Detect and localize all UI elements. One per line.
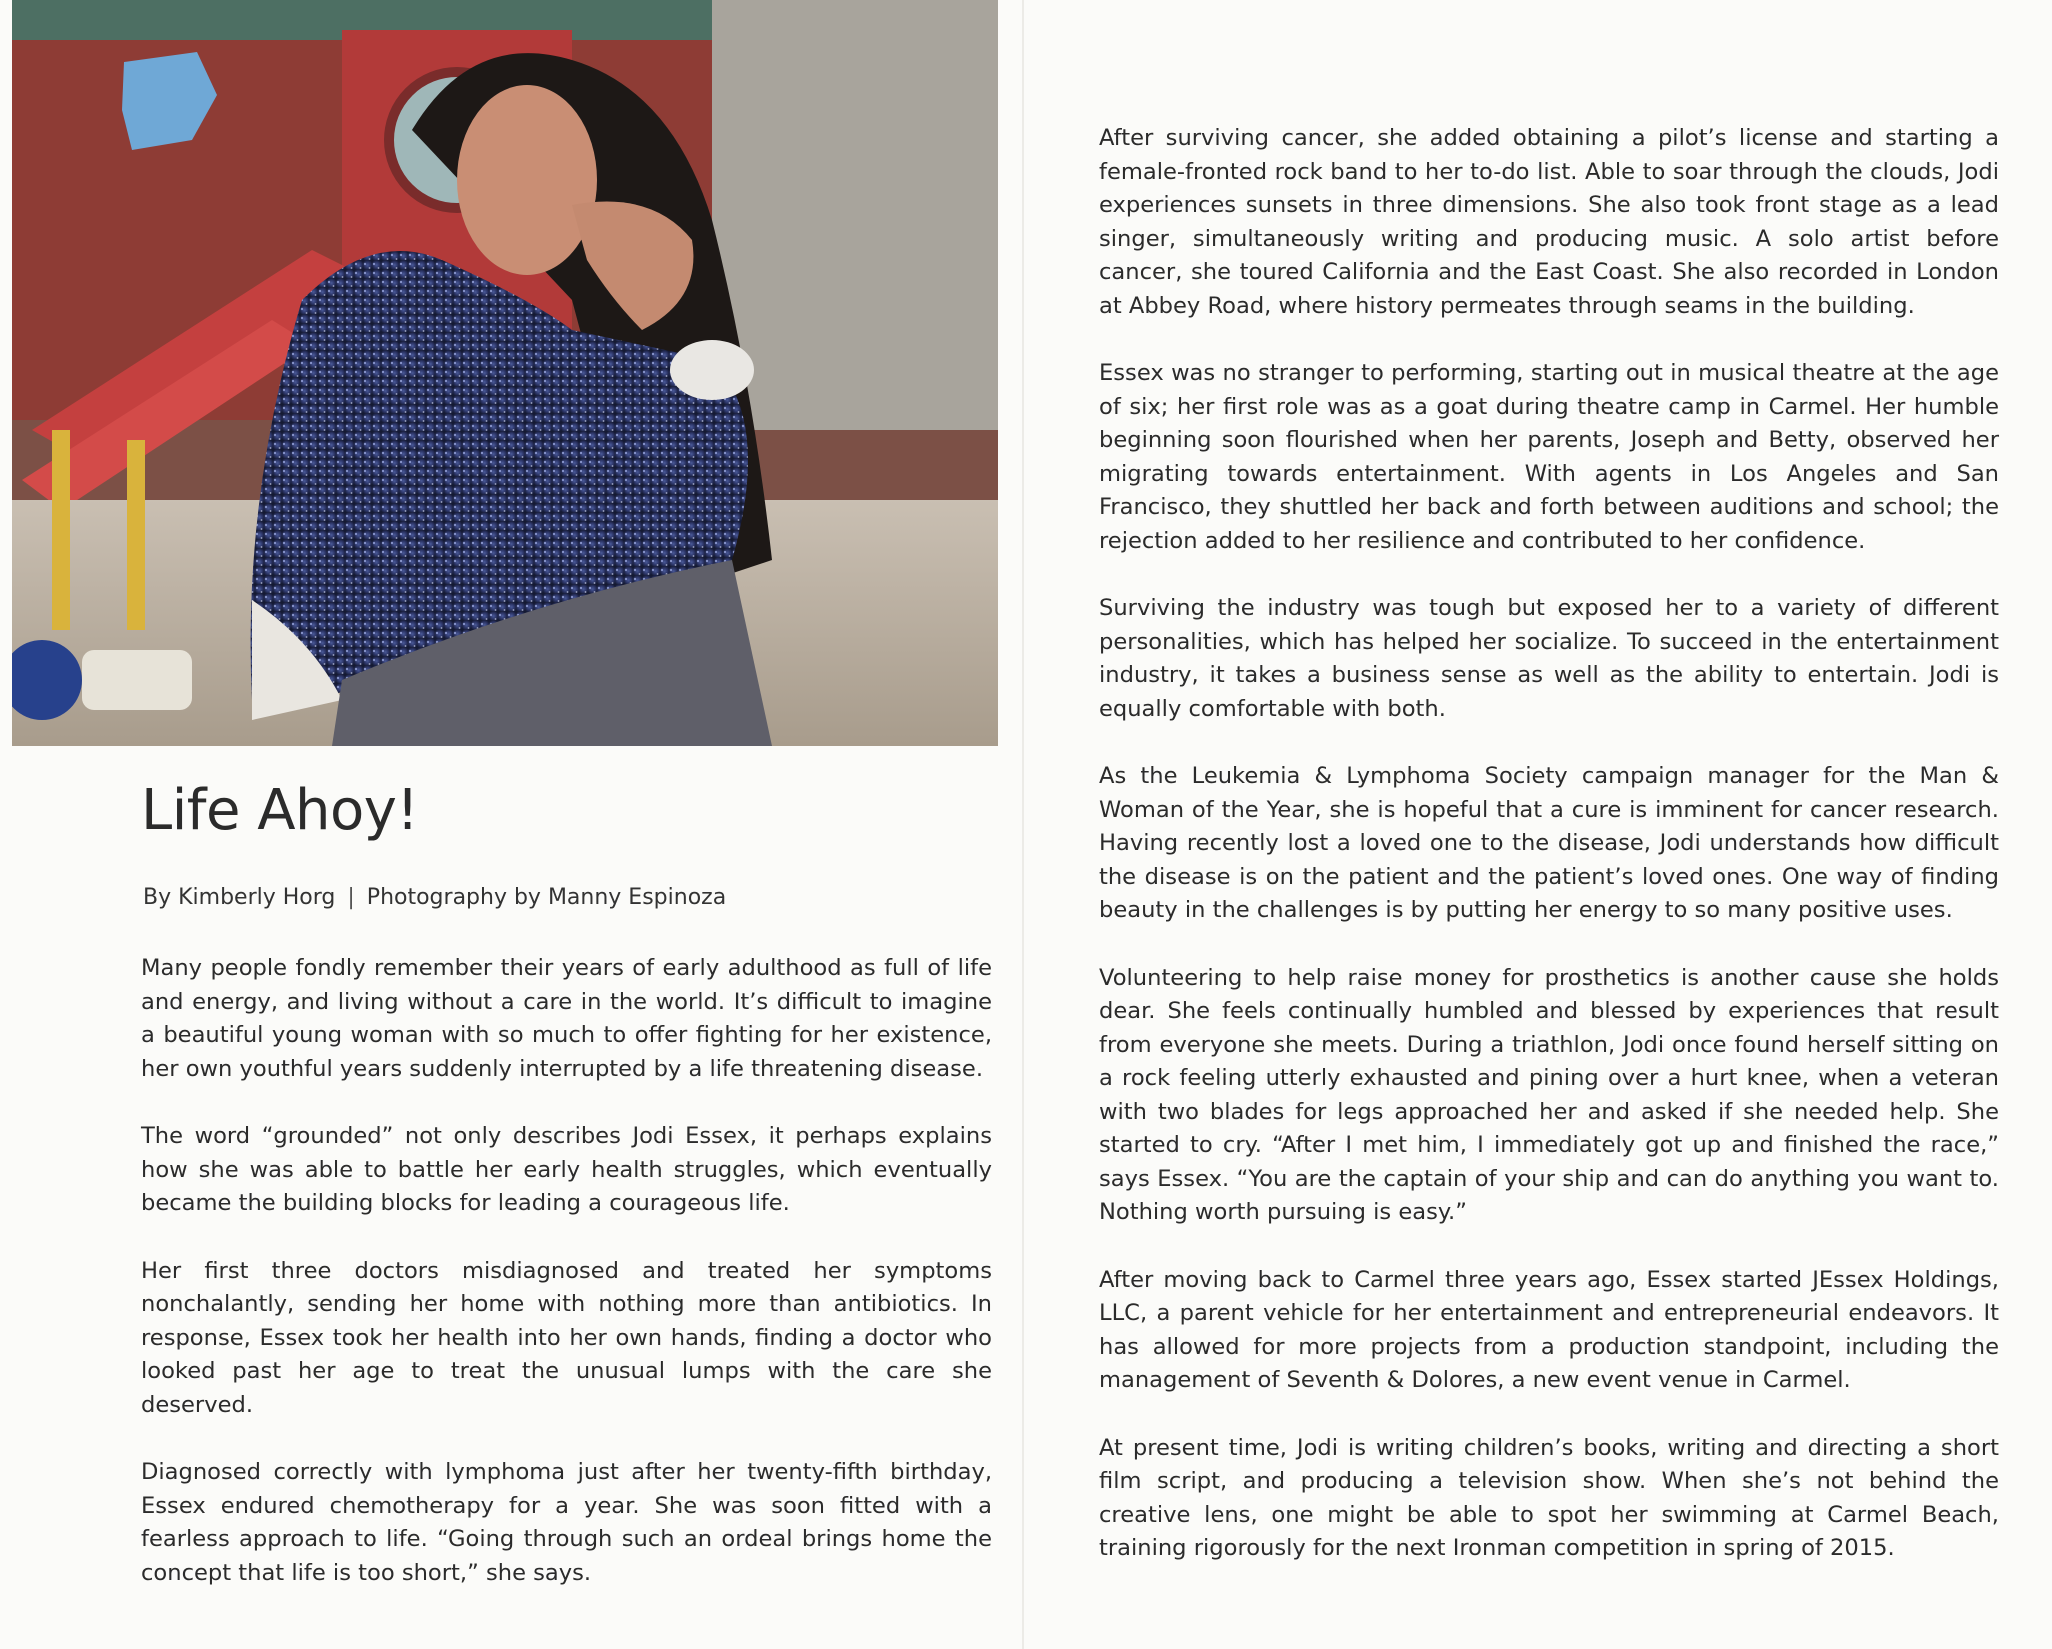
portrait-photo <box>12 0 998 746</box>
paragraph: After moving back to Carmel three years ago, Essex started JEssex Holdings, LLC, a parent vehicle for her entertainment and entrepreneurial endeavors. It has allowed for more projects from a production standpoint, including the management of Seventh & Dolores, a new event venue in Carmel. <box>1099 1266 1999 1393</box>
byline-separator: | <box>347 885 355 910</box>
paragraph: Essex was no stranger to performing, starting out in musical theatre at the age of six; her first role was as a goat during theatre camp in Carmel. Her humble beginning soon flourished when her parents, Joseph and Betty, observed her migrating towards entertainment. With agents in Los Angeles and San Francisco, they shuttled her back and forth between auditions and school; the rejection added to her resilience and contributed to her confidence. <box>1099 360 1999 554</box>
article-byline <box>143 885 726 910</box>
author-credit: By Kimberly Horg <box>143 885 336 910</box>
page-gutter <box>1022 0 1024 1649</box>
paragraph: Volunteering to help raise money for prosthetics is another cause she holds dear. She feels continually humbled and blessed by experiences that result from everyone she meets. During a triathlon, Jodi once found herself sitting on a rock feeling utterly exhausted and pining over a hurt knee, when a veteran with two blades for legs approached her and asked if she needed help. She started to cry. “After I met him, I immediately got up and finished the race,” says Essex. “You are the captain of your ship and can do anything you want to. Nothing worth pursuing is easy.” <box>1099 964 1999 1225</box>
paragraph: As the Leukemia & Lymphoma Society campaign manager for the Man & Woman of the Year, she is hopeful that a cure is imminent for cancer research. Having recently lost a loved one to the disease, Jodi understands how difficult the disease is on the patient and the patient’s loved ones. One way of finding beauty in the challenges is by putting her energy to so many positive uses. <box>1099 763 1999 923</box>
paragraph: Surviving the industry was tough but exposed her to a variety of different personalities, which has helped her socialize. To succeed in the entertainment industry, it takes a business sense as well as the ability to entertain. Jodi is equally comfortable with both. <box>1099 595 1999 722</box>
playground-portrait-image <box>12 0 998 746</box>
photo-credit: Photography by Manny Espinoza <box>366 885 727 910</box>
paragraph: The word “grounded” not only describes Jodi Essex, it perhaps explains how she was able to battle her early health struggles, which eventually became the building blocks for leading a courageous life. <box>141 1123 992 1216</box>
article-title: Life Ahoy! <box>141 778 419 843</box>
left-text-column <box>141 952 992 1624</box>
paragraph: At present time, Jodi is writing children’s books, writing and directing a short film script, and producing a television show. When she’s not behind the creative lens, one might be able to spot her swimming at Carmel Beach, training rigorously for the next Ironman competition in spring of 2015. <box>1099 1434 1999 1561</box>
paragraph: Her first three doctors misdiagnosed and treated her symptoms nonchalantly, sending her home with nothing more than antibiotics. In response, Essex took her health into her own hands, finding a doctor who looked past her age to treat the unusual lumps with the care she deserved. <box>141 1257 992 1418</box>
paragraph: Many people fondly remember their years of early adulthood as full of life and energy, and living without a care in the world. It’s difficult to imagine a beautiful young woman with so much to offer fighting for her existence, her own youthful years suddenly interrupted by a life threatening disease. <box>141 955 992 1082</box>
right-text-column <box>1099 122 1999 1600</box>
paragraph: Diagnosed correctly with lymphoma just after her twenty-fifth birthday, Essex endured chemotherapy for a year. She was soon fitted with a fearless approach to life. “Going through such an ordeal brings home the concept that life is too short,” she says. <box>141 1459 992 1586</box>
paragraph: After surviving cancer, she added obtaining a pilot’s license and starting a female-fronted rock band to her to-do list. Able to soar through the clouds, Jodi experiences sunsets in three dimensions. She also took front stage as a lead singer, simultaneously writing and producing music. A solo artist before cancer, she toured California and the East Coast. She also recorded in London at Abbey Road, where history permeates through seams in the building. <box>1099 125 1999 319</box>
